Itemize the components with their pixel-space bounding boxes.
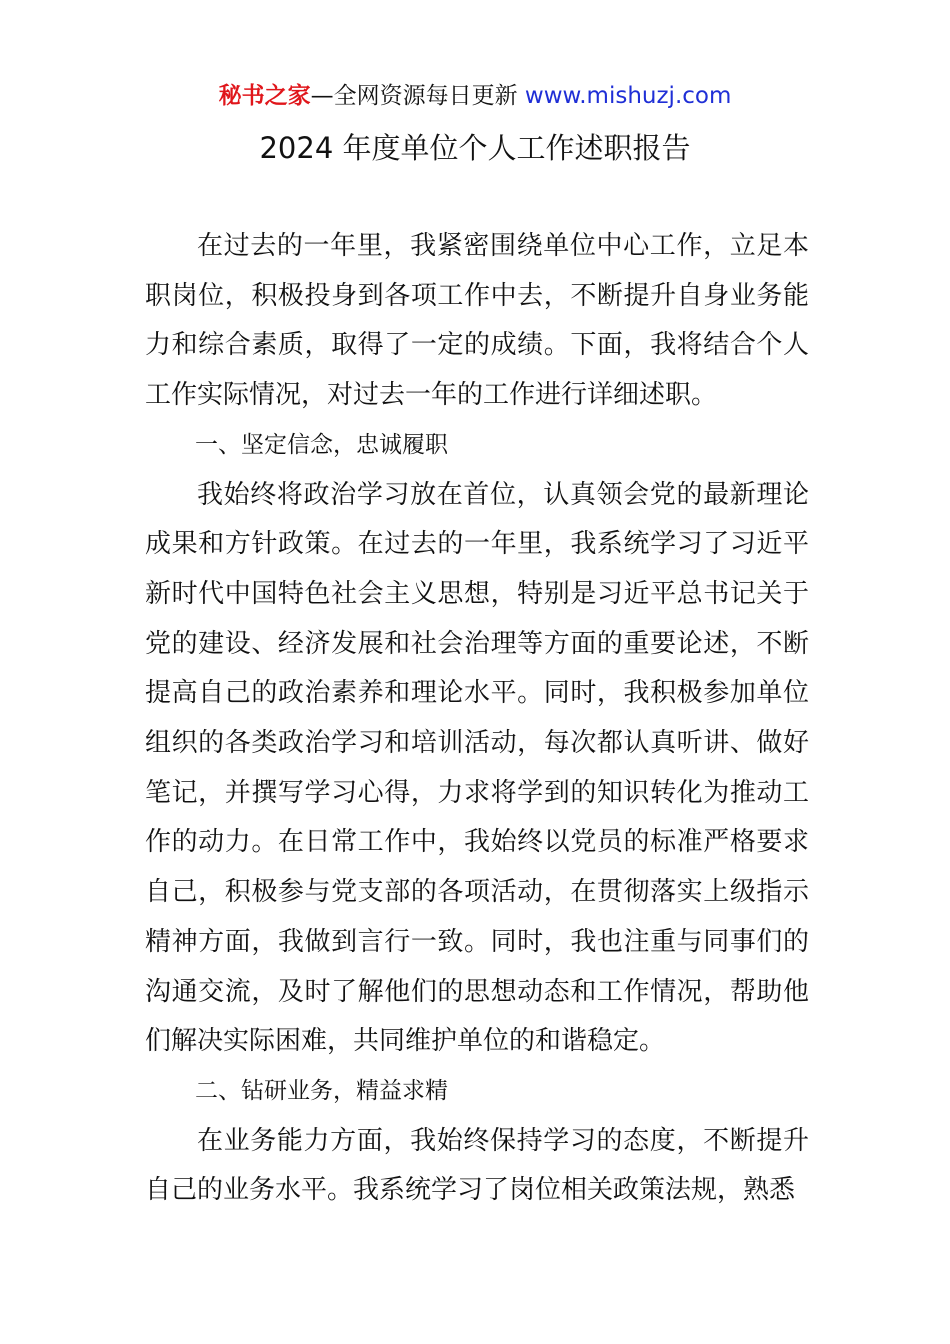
site-header xyxy=(0,80,950,112)
site-url-link[interactable]: www.mishuzj.com xyxy=(524,83,732,109)
intro-paragraph: 在过去的一年里，我紧密围绕单位中心工作，立足本职岗位，积极投身到各项工作中去，不断提升自身业务能力和综合素质，取得了一定的成绩。下面，我将结合个人工作实际情况，对过去一年的工作进行详细述职。 xyxy=(145,231,809,411)
section-heading-1: 一、坚定信念，忠诚履职 xyxy=(195,431,448,458)
section-paragraph-1: 我始终将政治学习放在首位，认真领会党的最新理论成果和方针政策。在过去的一年里，我系统学习了习近平新时代中国特色社会主义思想，特别是习近平总书记关于党的建设、经济发展和社会治理等方面的重要论述，不断提高自己的政治素养和理论水平。同时，我积极参加单位组织的各类政治学习和培训活动，每次都认真听讲、做好笔记，并撰写学习心得，力求将学到的知识转化为推动工作的动力。在日常工作中，我始终以党员的标准严格要求自己，积极参与党支部的各项活动，在贯彻落实上级指示精神方面，我做到言行一致。同时，我也注重与同事们的沟通交流，及时了解他们的思想动态和工作情况，帮助他们解决实际困难，共同维护单位的和谐稳定。 xyxy=(145,479,809,1057)
section-heading-2: 二、钻研业务，精益求精 xyxy=(195,1077,448,1104)
section-paragraph-2: 在业务能力方面，我始终保持学习的态度，不断提升自己的业务水平。我系统学习了岗位相关政策法规，熟悉 xyxy=(145,1125,809,1206)
site-slogan: —全网资源每日更新 xyxy=(310,83,525,109)
document-body xyxy=(145,222,809,1216)
document-title: 2024 年度单位个人工作述职报告 xyxy=(259,131,691,165)
site-name: 秘书之家 xyxy=(218,83,311,109)
